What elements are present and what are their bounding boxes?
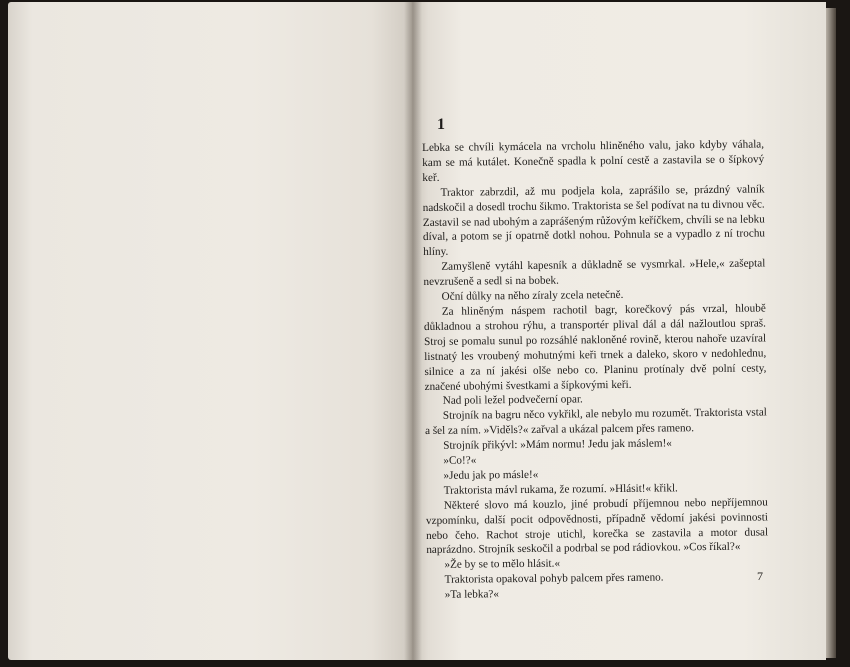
- left-page: [8, 2, 412, 660]
- book-gutter: [404, 2, 422, 660]
- paragraph: Traktor zabrzdil, až mu podjela kola, zaprášilo se, prázdný valník nadskočil a dosedl trochu šikmo. Traktorista se šel podívat na tu divnou věc. Zastavil se nad ubohým a zaprášeným růžovým keříčkem, chvíli se na lebku díval, a potom se jí opatrně dotkl nohou. Pohnula se a vypadlo z ní trochu hlíny.: [422, 183, 766, 259]
- paragraph: »Ta lebka?«: [444, 588, 500, 601]
- chapter-number: 1: [437, 116, 445, 133]
- paragraph: Lebka se chvíli kymácela na vrcholu hliněného valu, jako kdyby váhala, kam se má kutálet. Konečně spadla k polní cestě a zastavila se o šípkový keř.: [422, 138, 765, 184]
- paragraph: Traktorista mávl rukama, že rozumí. »Hlásit!« křikl.: [443, 482, 678, 497]
- page-number: 7: [757, 569, 763, 583]
- paragraph: Za hliněným náspem rachotil bagr, korečkový pás vrzal, hloubě důkladnou a strohou rýhu, a transportér plival dál a dál nažloutlou spraš. Stroj se pomalu sunul po rozsáhlé nakloněné rovině, kterou nahoře uzavíral listnatý les vroubený mohutnými keři trnek a daleko, skoro v nedohlednu, silnice a za ní jakési olše nebo co. Planinu protínaly dvě polní cesty, značené ubohými švestkami a šípkovými keři.: [423, 302, 767, 393]
- page-edges: [826, 8, 836, 658]
- paragraph: Strojník přikývl: »Mám normu! Jedu jak máslem!«: [443, 437, 672, 452]
- chapter-text: [422, 137, 769, 603]
- paragraph: Zamyšleně vytáhl kapesník a důkladně se vysmrkal. »Hele,« zašeptal nevzrušeně a sedl si na bobek.: [423, 257, 766, 289]
- paragraph: Některé slovo má kouzlo, jiné probudí příjemnou nebo nepříjemnou vzpomínku, další pocit odpovědnosti, případně vědomí jakési povinnosti nebo čeho. Rachot stroje utichl, korečka se zastavila a motor dusal naprázdno. Strojník seskočil a podrbal se pod rádiovkou. »Cos říkal?«: [425, 496, 769, 557]
- paragraph: Traktorista opakoval pohyb palcem přes rameno.: [444, 571, 664, 587]
- paragraph: Nad poli ležel podvečerní opar.: [442, 393, 583, 408]
- paragraph: »Co!?«: [443, 454, 477, 467]
- paragraph: Strojník na bagru něco vykřikl, ale nebylo mu rozumět. Traktorista vstal a šel za ním. »Viděls?« zařval a ukázal palcem přes rameno.: [424, 406, 767, 438]
- paragraph: Oční důlky na něho zíraly zcela netečně.: [441, 288, 624, 303]
- paragraph: »Jedu jak po másle!«: [443, 468, 539, 482]
- paragraph: »Že by se to mělo hlásit.«: [444, 557, 561, 572]
